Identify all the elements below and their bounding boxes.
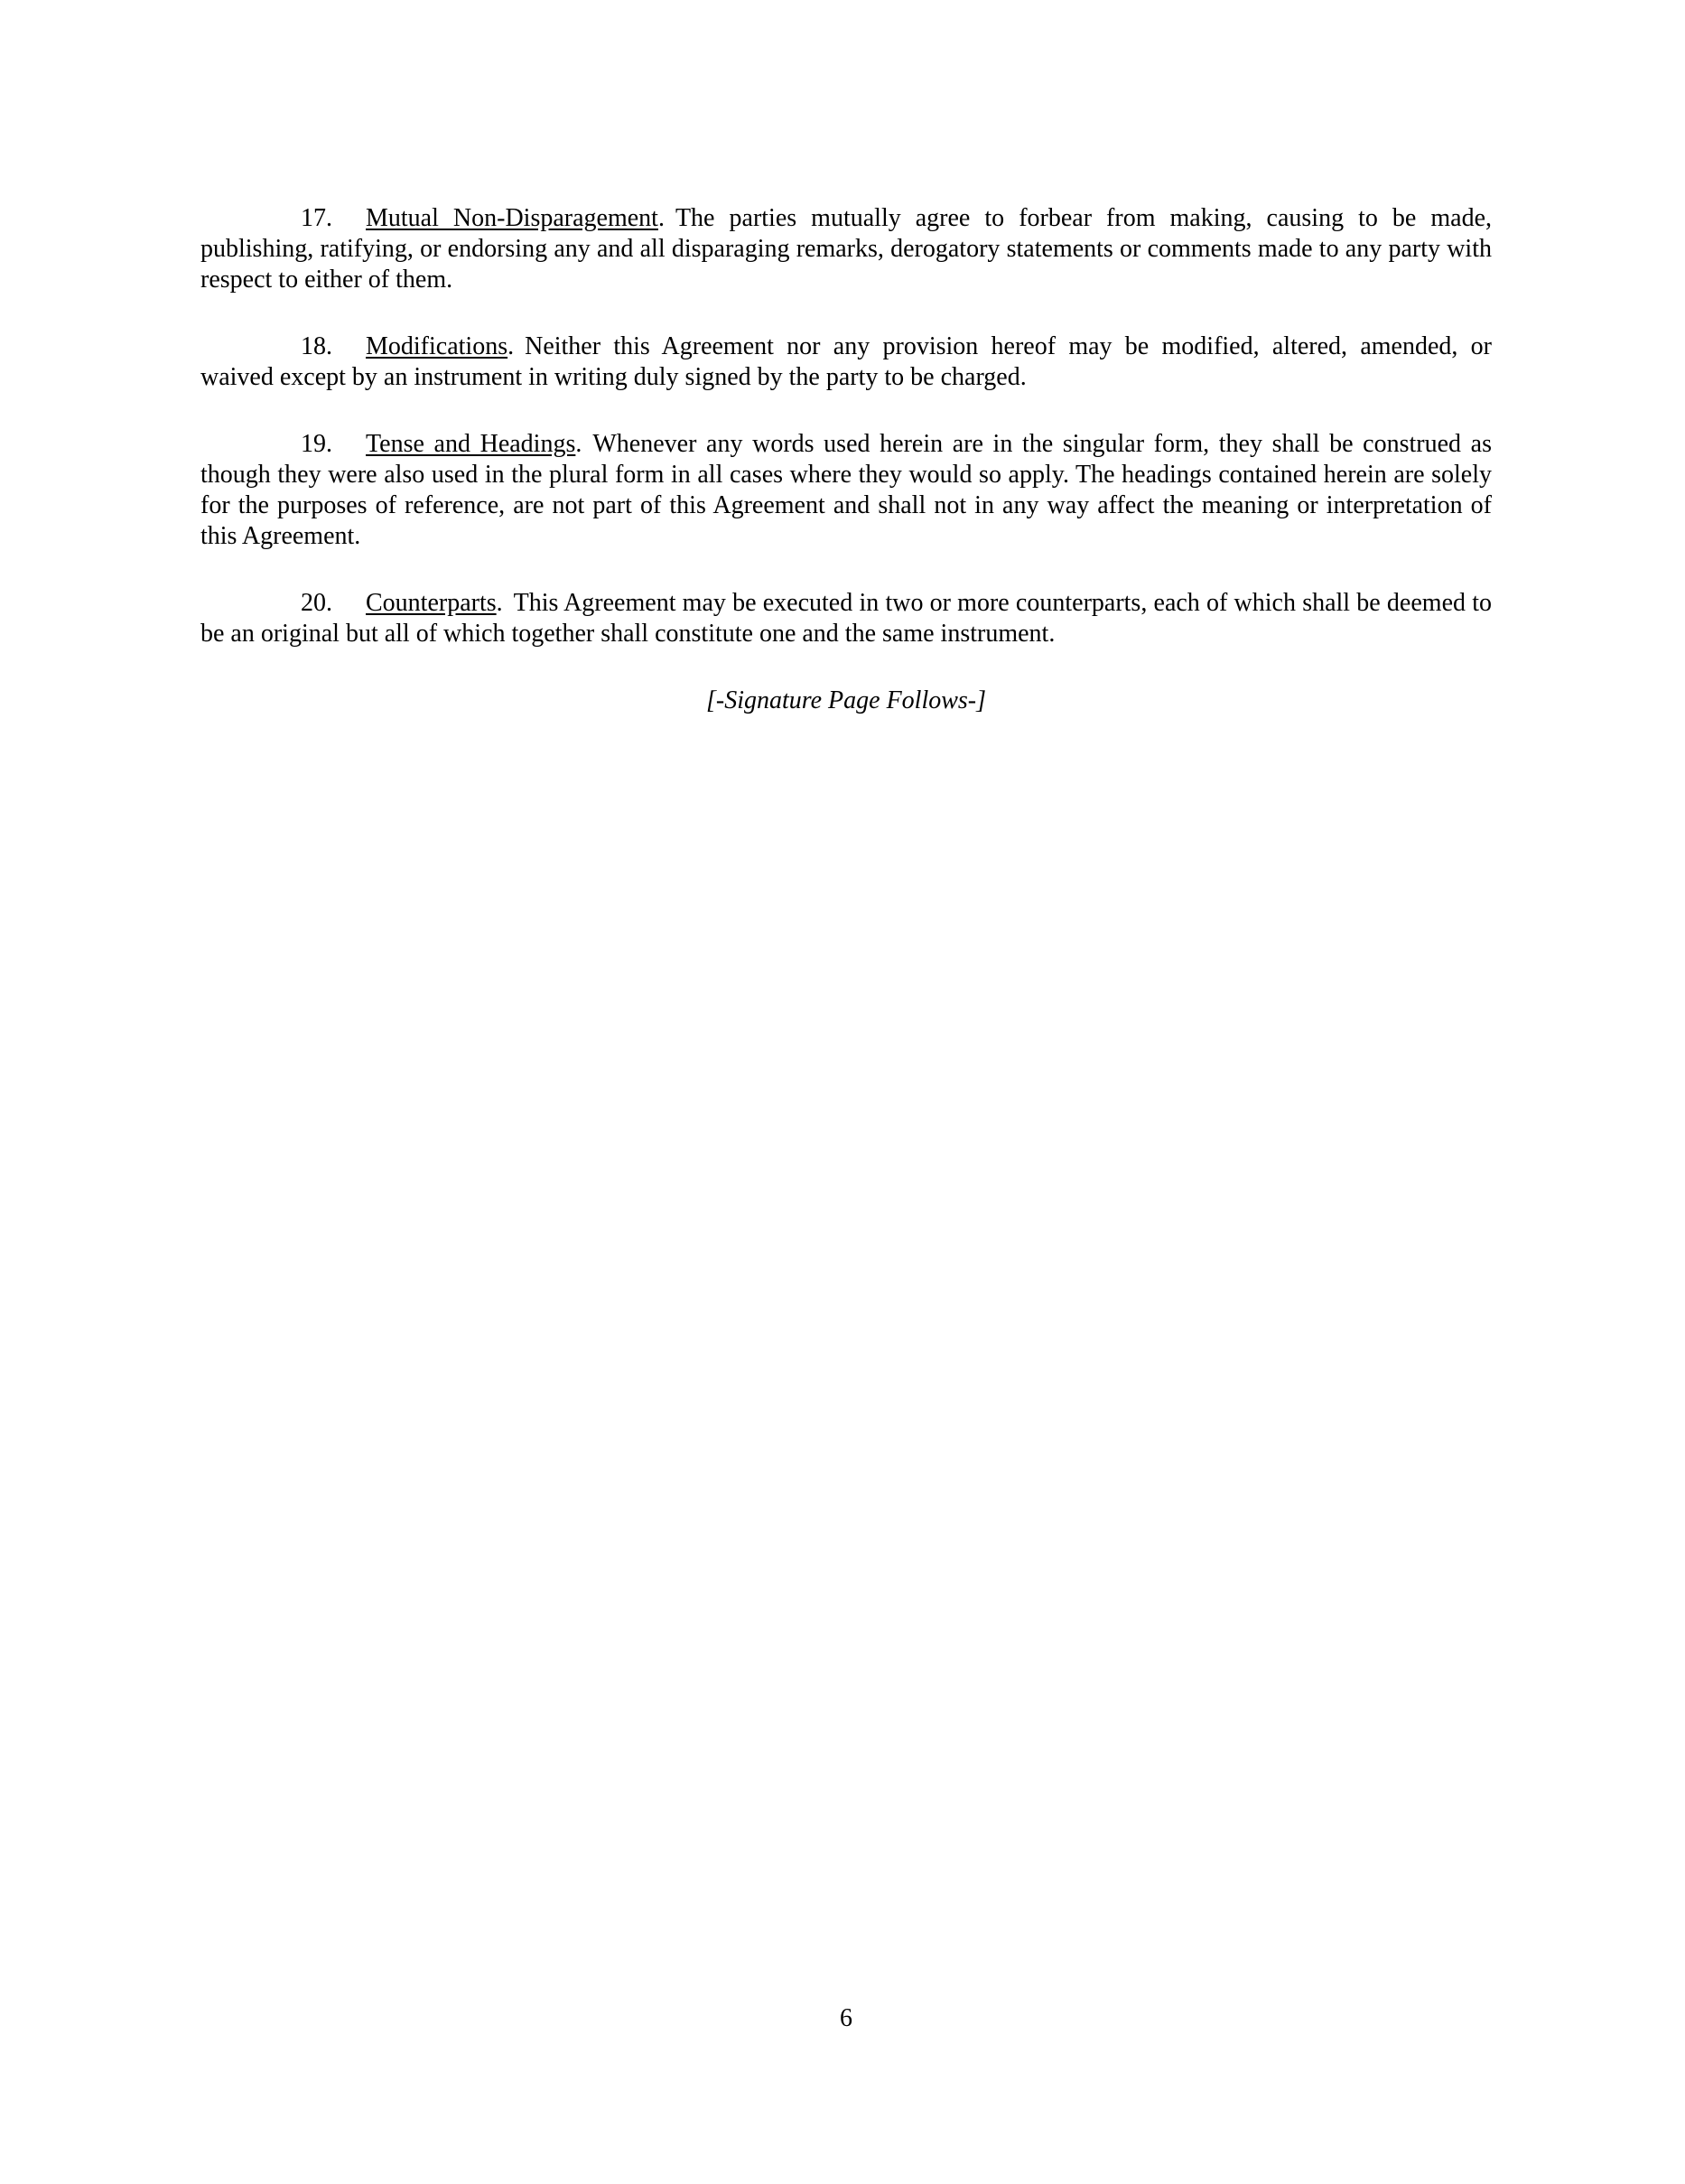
clause-18-heading: Modifications	[366, 332, 508, 360]
clause-20-text: This Agreement may be executed in two or more counterparts, each of which shall be deemed to be an original but all of which together shall constitute one and the same instrument.	[200, 589, 1492, 648]
clause-18	[200, 331, 1492, 393]
clause-18-heading-punctuation: .	[507, 332, 515, 360]
clause-17-text: The parties mutually agree to forbear from making, causing to be made, publishing, ratifying, or endorsing any and all disparaging remarks, derogatory statements or comments made to any party with respect to either of them.	[200, 204, 1492, 294]
clause-20-number: 20.	[301, 589, 332, 617]
clause-17-number: 17.	[301, 204, 332, 232]
clause-20	[200, 588, 1492, 649]
clause-19-text: Whenever any words used herein are in the singular form, they shall be construed as though they were also used in the plural form in all cases where they would so apply. The headings contained herein are solely for the purposes of reference, are not part of this Agreement and shall not in any way affect the meaning or interpretation of this Agreement.	[200, 430, 1492, 550]
signature-page-note: [-Signature Page Follows-]	[705, 686, 987, 714]
clause-19	[200, 429, 1492, 552]
page-footer	[200, 2003, 1492, 2034]
clause-20-heading-punctuation: .	[496, 589, 503, 617]
clause-19-heading-punctuation: .	[575, 430, 582, 458]
clause-17	[200, 203, 1492, 295]
clause-17-heading-punctuation: .	[657, 204, 665, 232]
clause-18-number: 18.	[301, 332, 332, 360]
document-body	[200, 203, 1492, 716]
clause-17-heading: Mutual Non-Disparagement	[366, 204, 658, 232]
clause-18-text: Neither this Agreement nor any provision hereof may be modified, altered, amended, or waived except by an instrument in writing duly signed by the party to be charged.	[200, 332, 1492, 391]
clause-19-number: 19.	[301, 430, 332, 458]
page-number: 6	[840, 2004, 852, 2032]
clause-20-heading: Counterparts	[366, 589, 497, 617]
clause-19-heading: Tense and Headings	[366, 430, 576, 458]
